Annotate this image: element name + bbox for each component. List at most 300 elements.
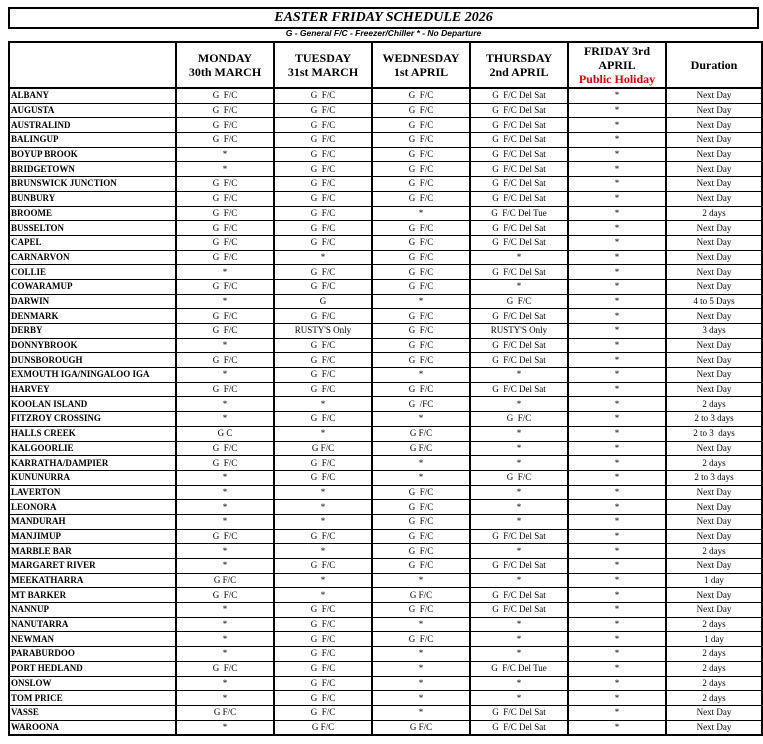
location-cell: BOYUP BROOK [9, 147, 176, 162]
friday-cell: * [568, 485, 666, 500]
tuesday-cell: * [274, 514, 372, 529]
duration-cell: Next Day [666, 720, 762, 735]
tuesday-cell: * [274, 397, 372, 412]
wednesday-cell: G F/C [372, 338, 470, 353]
duration-cell: 3 days [666, 324, 762, 339]
header-monday [176, 42, 274, 88]
friday-cell: * [568, 632, 666, 647]
duration-cell: Next Day [666, 353, 762, 368]
wednesday-cell: G F/C [372, 235, 470, 250]
location-cell: WAROONA [9, 720, 176, 735]
tuesday-cell: G F/C [274, 309, 372, 324]
friday-cell: * [568, 382, 666, 397]
location-cell: NANNUP [9, 603, 176, 618]
wednesday-cell: G F/C [372, 221, 470, 236]
tuesday-cell: G F/C [274, 632, 372, 647]
wednesday-cell: G F/C [372, 720, 470, 735]
friday-cell: * [568, 221, 666, 236]
monday-cell: * [176, 500, 274, 515]
friday-cell: * [568, 603, 666, 618]
location-cell: FITZROY CROSSING [9, 412, 176, 427]
location-cell: BRUNSWICK JUNCTION [9, 177, 176, 192]
location-cell: DENMARK [9, 309, 176, 324]
duration-cell: Next Day [666, 529, 762, 544]
monday-cell: * [176, 514, 274, 529]
friday-cell: * [568, 133, 666, 148]
table-row [9, 720, 762, 735]
friday-cell: * [568, 426, 666, 441]
wednesday-cell: * [372, 368, 470, 383]
header-row [9, 42, 762, 88]
thursday-cell: G F/C Del Sat [470, 147, 568, 162]
thursday-cell: * [470, 544, 568, 559]
duration-cell: Next Day [666, 88, 762, 103]
table-row [9, 397, 762, 412]
duration-cell: Next Day [666, 191, 762, 206]
location-cell: DERBY [9, 324, 176, 339]
monday-cell: G F/C [176, 324, 274, 339]
header-line: WEDNESDAY [382, 51, 460, 65]
friday-cell: * [568, 88, 666, 103]
thursday-cell: RUSTY'S Only [470, 324, 568, 339]
location-cell: AUSTRALIND [9, 118, 176, 133]
duration-cell: Next Day [666, 279, 762, 294]
duration-cell: Next Day [666, 603, 762, 618]
wednesday-cell: G F/C [372, 559, 470, 574]
wednesday-cell: G F/C [372, 147, 470, 162]
monday-cell: G C [176, 426, 274, 441]
duration-cell: Next Day [666, 500, 762, 515]
schedule-table [8, 41, 763, 736]
monday-cell: * [176, 720, 274, 735]
table-row [9, 661, 762, 676]
duration-cell: Next Day [666, 514, 762, 529]
header-line: APRIL [598, 58, 636, 72]
duration-cell: Next Day [666, 235, 762, 250]
thursday-cell: G F/C Del Sat [470, 603, 568, 618]
table-row [9, 603, 762, 618]
friday-cell: * [568, 191, 666, 206]
friday-cell: * [568, 412, 666, 427]
table-row [9, 88, 762, 103]
header-thursday [470, 42, 568, 88]
friday-cell: * [568, 235, 666, 250]
monday-cell: * [176, 265, 274, 280]
wednesday-cell: * [372, 412, 470, 427]
friday-cell: * [568, 309, 666, 324]
duration-cell: 2 to 3 days [666, 470, 762, 485]
table-row [9, 485, 762, 500]
monday-cell: * [176, 368, 274, 383]
friday-cell: * [568, 397, 666, 412]
thursday-cell: * [470, 573, 568, 588]
header-line: 30th MARCH [188, 65, 262, 79]
table-row [9, 353, 762, 368]
table-row [9, 103, 762, 118]
friday-cell: * [568, 294, 666, 309]
friday-cell: * [568, 676, 666, 691]
friday-cell: * [568, 661, 666, 676]
friday-cell: * [568, 265, 666, 280]
wednesday-cell: G F/C [372, 265, 470, 280]
wednesday-cell: G F/C [372, 353, 470, 368]
wednesday-cell: G F/C [372, 544, 470, 559]
monday-cell: G F/C [176, 588, 274, 603]
duration-cell: Next Day [666, 250, 762, 265]
location-cell: BRIDGETOWN [9, 162, 176, 177]
thursday-cell: G F/C Del Sat [470, 221, 568, 236]
friday-cell: * [568, 559, 666, 574]
tuesday-cell: G F/C [274, 368, 372, 383]
table-row [9, 441, 762, 456]
thursday-cell: G F/C Del Sat [470, 559, 568, 574]
friday-cell: * [568, 617, 666, 632]
wednesday-cell: G F/C [372, 382, 470, 397]
location-cell: MARBLE BAR [9, 544, 176, 559]
table-row [9, 338, 762, 353]
duration-cell: Next Day [666, 147, 762, 162]
thursday-cell: G F/C Del Sat [470, 382, 568, 397]
tuesday-cell: * [274, 500, 372, 515]
public-holiday-label: Public Holiday [578, 72, 656, 86]
duration-cell: 2 to 3 days [666, 426, 762, 441]
tuesday-cell: G F/C [274, 382, 372, 397]
location-cell: COWARAMUP [9, 279, 176, 294]
location-cell: HALLS CREEK [9, 426, 176, 441]
wednesday-cell: G F/C [372, 177, 470, 192]
location-cell: AUGUSTA [9, 103, 176, 118]
table-row [9, 191, 762, 206]
location-cell: MANDURAH [9, 514, 176, 529]
location-cell: BUSSELTON [9, 221, 176, 236]
friday-cell: * [568, 647, 666, 662]
friday-cell: * [568, 353, 666, 368]
table-row [9, 456, 762, 471]
wednesday-cell: G F/C [372, 250, 470, 265]
thursday-cell: G F/C [470, 294, 568, 309]
tuesday-cell: * [274, 250, 372, 265]
duration-cell: 2 to 3 days [666, 412, 762, 427]
wednesday-cell: * [372, 676, 470, 691]
duration-cell: Next Day [666, 265, 762, 280]
location-cell: KARRATHA/DAMPIER [9, 456, 176, 471]
table-row [9, 544, 762, 559]
monday-cell: G F/C [176, 118, 274, 133]
friday-cell: * [568, 691, 666, 706]
tuesday-cell: G F/C [274, 559, 372, 574]
friday-cell: * [568, 368, 666, 383]
wednesday-cell: G F/C [372, 514, 470, 529]
location-cell: MEEKATHARRA [9, 573, 176, 588]
tuesday-cell: RUSTY'S Only [274, 324, 372, 339]
monday-cell: G F/C [176, 88, 274, 103]
schedule-title: EASTER FRIDAY SCHEDULE 2026 [8, 7, 759, 29]
thursday-cell: G F/C Del Sat [470, 720, 568, 735]
thursday-cell: * [470, 441, 568, 456]
wednesday-cell: G F/C [372, 529, 470, 544]
location-cell: LEONORA [9, 500, 176, 515]
location-cell: EXMOUTH IGA/NINGALOO IGA [9, 368, 176, 383]
wednesday-cell: * [372, 691, 470, 706]
location-cell: CARNARVON [9, 250, 176, 265]
thursday-cell: * [470, 617, 568, 632]
duration-cell: 2 days [666, 544, 762, 559]
tuesday-cell: G F/C [274, 235, 372, 250]
monday-cell: G F/C [176, 353, 274, 368]
thursday-cell: * [470, 500, 568, 515]
location-cell: MT BARKER [9, 588, 176, 603]
tuesday-cell: G F/C [274, 133, 372, 148]
monday-cell: * [176, 412, 274, 427]
monday-cell: * [176, 485, 274, 500]
header-line: TUESDAY [294, 51, 352, 65]
thursday-cell: * [470, 456, 568, 471]
tuesday-cell: G F/C [274, 691, 372, 706]
thursday-cell: * [470, 368, 568, 383]
tuesday-cell: G F/C [274, 338, 372, 353]
friday-cell: * [568, 705, 666, 720]
tuesday-cell: G F/C [274, 676, 372, 691]
table-row [9, 514, 762, 529]
location-cell: CAPEL [9, 235, 176, 250]
tuesday-cell: G F/C [274, 279, 372, 294]
wednesday-cell: * [372, 470, 470, 485]
tuesday-cell: G F/C [274, 265, 372, 280]
wednesday-cell: G F/C [372, 500, 470, 515]
monday-cell: * [176, 691, 274, 706]
duration-cell: Next Day [666, 382, 762, 397]
wednesday-cell: * [372, 705, 470, 720]
tuesday-cell: G F/C [274, 88, 372, 103]
duration-cell: Next Day [666, 588, 762, 603]
friday-cell: * [568, 162, 666, 177]
monday-cell: * [176, 617, 274, 632]
legend-text: G - General F/C - Freezer/Chiller * - No Departure [285, 28, 482, 38]
table-row [9, 573, 762, 588]
duration-cell: Next Day [666, 118, 762, 133]
thursday-cell: G F/C Del Sat [470, 529, 568, 544]
location-cell: DUNSBOROUGH [9, 353, 176, 368]
table-row [9, 206, 762, 221]
monday-cell: G F/C [176, 235, 274, 250]
table-row [9, 368, 762, 383]
duration-cell: Next Day [666, 133, 762, 148]
wednesday-cell: * [372, 456, 470, 471]
friday-cell: * [568, 588, 666, 603]
tuesday-cell: * [274, 573, 372, 588]
monday-cell: * [176, 162, 274, 177]
location-cell: PORT HEDLAND [9, 661, 176, 676]
wednesday-cell: G F/C [372, 162, 470, 177]
duration-cell: 2 days [666, 661, 762, 676]
tuesday-cell: G F/C [274, 456, 372, 471]
wednesday-cell: G F/C [372, 279, 470, 294]
location-cell: KUNUNURRA [9, 470, 176, 485]
header-location [9, 42, 176, 88]
monday-cell: G F/C [176, 279, 274, 294]
thursday-cell: * [470, 632, 568, 647]
tuesday-cell: G F/C [274, 191, 372, 206]
tuesday-cell: G [274, 294, 372, 309]
monday-cell: G F/C [176, 382, 274, 397]
header-line: MONDAY [197, 51, 253, 65]
tuesday-cell: * [274, 544, 372, 559]
table-row [9, 617, 762, 632]
table-row [9, 177, 762, 192]
location-cell: HARVEY [9, 382, 176, 397]
monday-cell: * [176, 647, 274, 662]
monday-cell: G F/C [176, 441, 274, 456]
monday-cell: G F/C [176, 661, 274, 676]
friday-cell: * [568, 177, 666, 192]
friday-cell: * [568, 441, 666, 456]
header-duration [666, 42, 762, 88]
header-line: FRIDAY 3rd [583, 44, 651, 58]
wednesday-cell: G /FC [372, 397, 470, 412]
monday-cell: G F/C [176, 191, 274, 206]
wednesday-cell: * [372, 206, 470, 221]
tuesday-cell: G F/C [274, 529, 372, 544]
thursday-cell: G F/C [470, 412, 568, 427]
tuesday-cell: G F/C [274, 162, 372, 177]
monday-cell: * [176, 470, 274, 485]
table-row [9, 559, 762, 574]
location-cell: ONSLOW [9, 676, 176, 691]
table-row [9, 705, 762, 720]
thursday-cell: G F/C Del Sat [470, 162, 568, 177]
table-row [9, 647, 762, 662]
wednesday-cell: * [372, 647, 470, 662]
friday-cell: * [568, 514, 666, 529]
thursday-cell: G F/C Del Sat [470, 705, 568, 720]
tuesday-cell: G F/C [274, 147, 372, 162]
thursday-cell: G F/C Del Sat [470, 265, 568, 280]
duration-cell: Next Day [666, 221, 762, 236]
tuesday-cell: G F/C [274, 103, 372, 118]
location-cell: BALINGUP [9, 133, 176, 148]
wednesday-cell: G F/C [372, 88, 470, 103]
friday-cell: * [568, 324, 666, 339]
tuesday-cell: * [274, 485, 372, 500]
duration-cell: 2 days [666, 676, 762, 691]
duration-cell: Next Day [666, 559, 762, 574]
table-row [9, 632, 762, 647]
monday-cell: * [176, 338, 274, 353]
monday-cell: * [176, 294, 274, 309]
monday-cell: * [176, 147, 274, 162]
friday-cell: * [568, 544, 666, 559]
table-row [9, 500, 762, 515]
duration-cell: Next Day [666, 485, 762, 500]
header-line: 1st APRIL [393, 65, 449, 79]
table-row [9, 294, 762, 309]
monday-cell: G F/C [176, 456, 274, 471]
wednesday-cell: * [372, 617, 470, 632]
tuesday-cell: G F/C [274, 353, 372, 368]
monday-cell: G F/C [176, 309, 274, 324]
friday-cell: * [568, 529, 666, 544]
thursday-cell: G F/C Del Tue [470, 206, 568, 221]
header-line: THURSDAY [485, 51, 553, 65]
thursday-cell: G F/C Del Sat [470, 133, 568, 148]
tuesday-cell: * [274, 426, 372, 441]
location-cell: NANUTARRA [9, 617, 176, 632]
thursday-cell: G F/C Del Sat [470, 191, 568, 206]
table-row [9, 382, 762, 397]
duration-cell: 2 days [666, 647, 762, 662]
thursday-cell: G F/C Del Sat [470, 588, 568, 603]
thursday-cell: G F/C Del Sat [470, 177, 568, 192]
duration-cell: Next Day [666, 338, 762, 353]
location-cell: BUNBURY [9, 191, 176, 206]
duration-cell: 4 to 5 Days [666, 294, 762, 309]
thursday-cell: G F/C Del Sat [470, 235, 568, 250]
location-cell: ALBANY [9, 88, 176, 103]
thursday-cell: * [470, 514, 568, 529]
location-cell: KALGOORLIE [9, 441, 176, 456]
header-line: 31st MARCH [287, 65, 359, 79]
friday-cell: * [568, 279, 666, 294]
wednesday-cell: * [372, 294, 470, 309]
table-row [9, 412, 762, 427]
table-row [9, 250, 762, 265]
wednesday-cell: G F/C [372, 103, 470, 118]
duration-cell: 2 days [666, 206, 762, 221]
location-cell: TOM PRICE [9, 691, 176, 706]
location-cell: MARGARET RIVER [9, 559, 176, 574]
monday-cell: * [176, 544, 274, 559]
header-wednesday [372, 42, 470, 88]
thursday-cell: * [470, 397, 568, 412]
wednesday-cell: G F/C [372, 485, 470, 500]
table-row [9, 265, 762, 280]
table-row [9, 279, 762, 294]
monday-cell: G F/C [176, 250, 274, 265]
duration-cell: Next Day [666, 162, 762, 177]
table-row [9, 147, 762, 162]
thursday-cell: * [470, 426, 568, 441]
location-cell: LAVERTON [9, 485, 176, 500]
monday-cell: G F/C [176, 206, 274, 221]
friday-cell: * [568, 147, 666, 162]
duration-cell: Next Day [666, 103, 762, 118]
duration-cell: 2 days [666, 456, 762, 471]
thursday-cell: * [470, 279, 568, 294]
location-cell: BROOME [9, 206, 176, 221]
table-row [9, 118, 762, 133]
thursday-cell: * [470, 250, 568, 265]
wednesday-cell: G F/C [372, 309, 470, 324]
duration-cell: 2 days [666, 691, 762, 706]
tuesday-cell: G F/C [274, 221, 372, 236]
location-cell: COLLIE [9, 265, 176, 280]
monday-cell: G F/C [176, 177, 274, 192]
thursday-cell: * [470, 485, 568, 500]
table-row [9, 162, 762, 177]
thursday-cell: * [470, 647, 568, 662]
duration-cell: 2 days [666, 397, 762, 412]
wednesday-cell: G F/C [372, 324, 470, 339]
monday-cell: G F/C [176, 705, 274, 720]
thursday-cell: G F/C Del Sat [470, 353, 568, 368]
tuesday-cell: G F/C [274, 470, 372, 485]
tuesday-cell: G F/C [274, 603, 372, 618]
thursday-cell: G F/C Del Tue [470, 661, 568, 676]
header-line: 2nd APRIL [489, 65, 549, 79]
table-row [9, 324, 762, 339]
wednesday-cell: G F/C [372, 426, 470, 441]
friday-cell: * [568, 250, 666, 265]
